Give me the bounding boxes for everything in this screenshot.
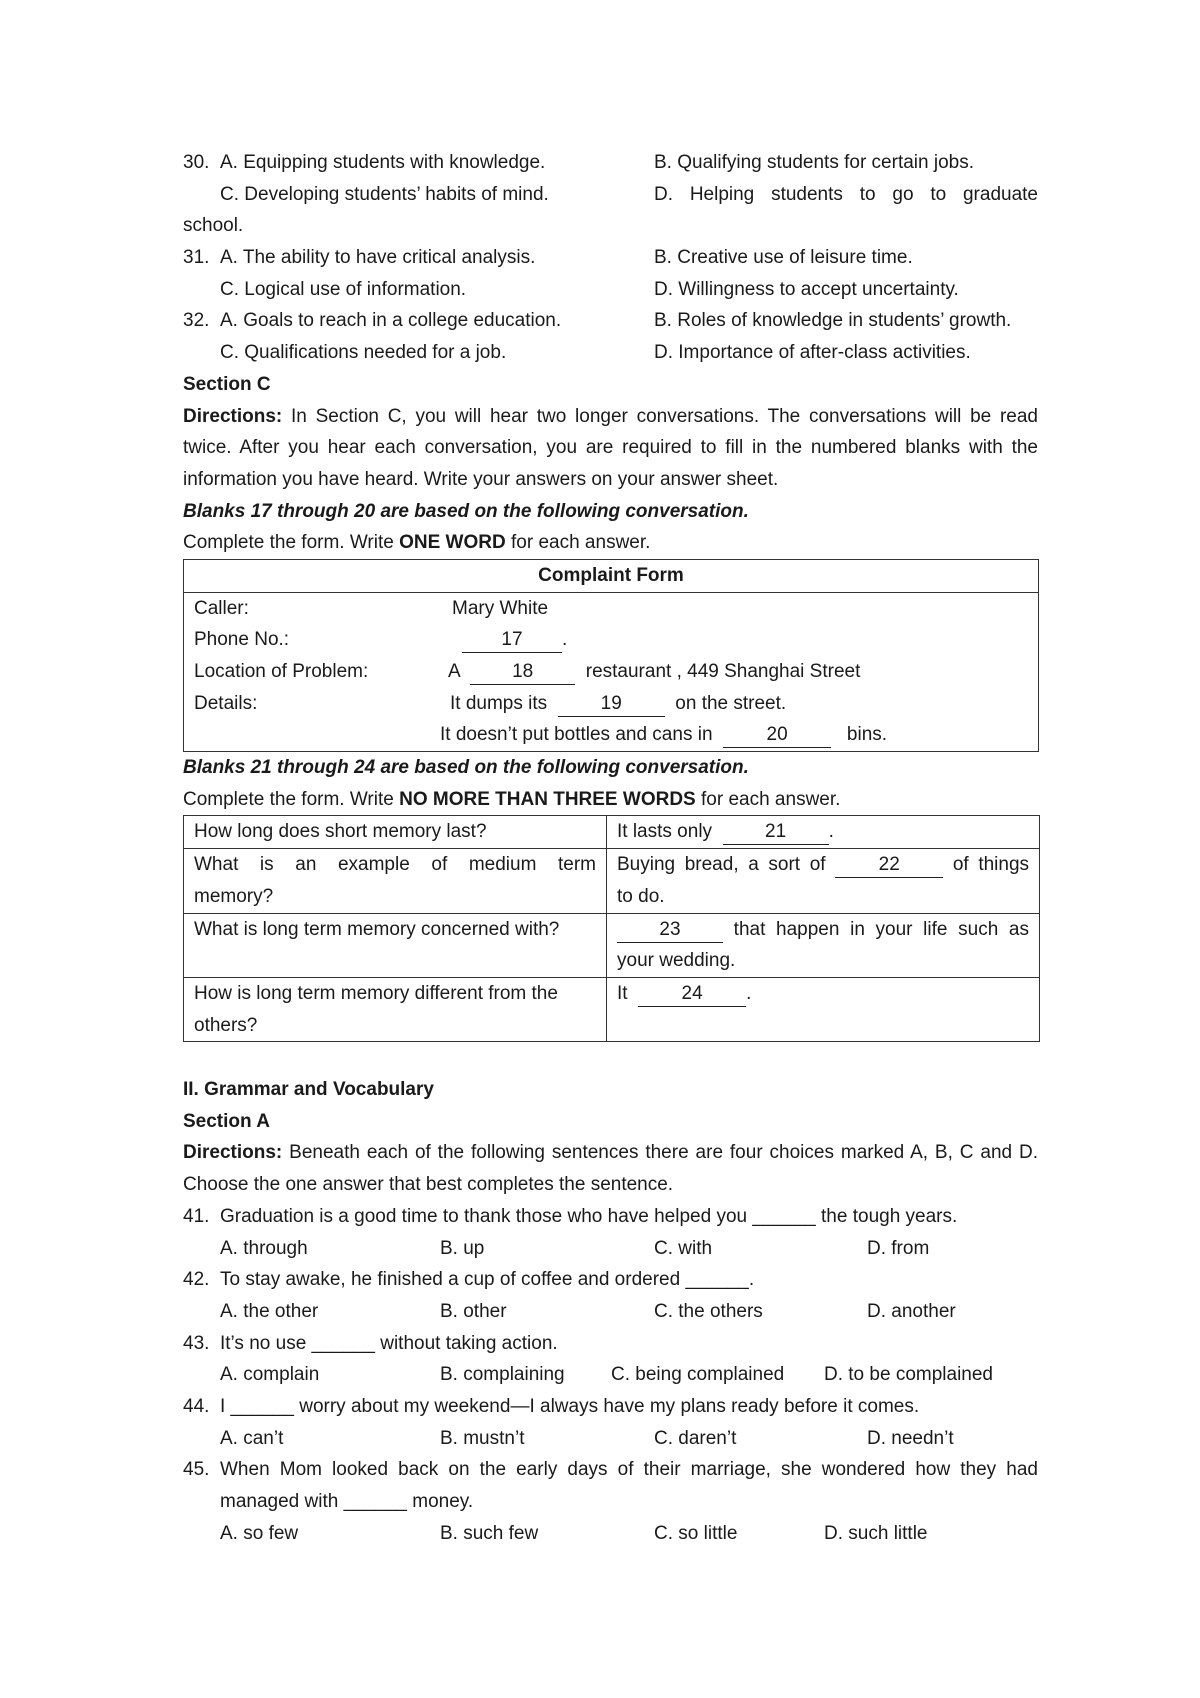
question-31-row1 <box>183 242 1038 274</box>
memory-table <box>183 815 1040 1042</box>
instr-text: Complete the form. Write <box>183 788 400 810</box>
option-b: B. Qualifying students for certain jobs. <box>654 152 974 173</box>
table-row <box>184 977 1040 1041</box>
blanks-21-24-heading: Blanks 21 through 24 are based on the following conversation. <box>183 757 749 779</box>
option-c: C. Qualifications needed for a job. <box>220 342 507 364</box>
blank-22: 22 <box>835 853 943 878</box>
instr-text: for each answer. <box>505 532 651 554</box>
option-a: A. can’t <box>220 1427 284 1449</box>
option-d: D. needn’t <box>867 1427 954 1449</box>
blank-20: 20 <box>723 723 831 748</box>
answer-line: to do. <box>617 885 665 907</box>
loc-pre: A <box>448 661 460 683</box>
question-30-row1 <box>183 147 1038 179</box>
form-row-phone <box>194 624 1028 656</box>
question-number: 32. <box>183 310 210 332</box>
answer-cell <box>607 977 1040 1041</box>
answer-post: . <box>746 982 752 1004</box>
exam-page <box>183 147 1038 1549</box>
question-45-line2 <box>183 1486 1038 1518</box>
question-line: memory? <box>194 885 274 907</box>
option-b: B. other <box>440 1300 507 1322</box>
answer-cell <box>607 913 1040 977</box>
part-2-directions-line1 <box>183 1137 1038 1169</box>
option-c: C. with <box>654 1237 713 1259</box>
option-a: A. Goals to reach in a college education. <box>220 310 562 332</box>
blank-18: 18 <box>470 660 575 685</box>
question-cell: How long does short memory last? <box>184 816 607 849</box>
details1-post: on the street. <box>675 692 787 714</box>
answer-pre: It lasts only <box>617 821 713 843</box>
question-number: 30. <box>183 152 210 173</box>
blank-17: 17 <box>462 628 562 653</box>
answer-post: that happen in your life such as <box>733 918 1029 940</box>
phone-post: . <box>562 629 568 651</box>
question-42-options <box>183 1296 1038 1328</box>
answer-pre: Buying bread, a sort of <box>617 854 826 876</box>
directions-label: Directions: <box>183 405 283 427</box>
blank-19: 19 <box>558 692 665 717</box>
section-c-directions-line1 <box>183 401 1038 433</box>
option-b: B. complaining <box>440 1364 565 1386</box>
directions-label: Directions: <box>183 1142 283 1164</box>
option-a: A. through <box>220 1237 308 1259</box>
question-42 <box>183 1264 1038 1296</box>
option-a: A. The ability to have critical analysis. <box>220 247 536 269</box>
question-31-row2 <box>183 274 1038 306</box>
section-c-title: Section C <box>183 373 271 395</box>
question-30-row2 <box>183 179 1038 211</box>
option-b: B. Roles of knowledge in students’ growth. <box>654 310 1012 332</box>
question-32-row1 <box>183 305 1038 337</box>
part-2-title: II. Grammar and Vocabulary <box>183 1079 434 1101</box>
answer-post: of things <box>952 854 1030 876</box>
question-number: 43. <box>183 1332 210 1354</box>
caller-label: Caller: <box>194 597 249 619</box>
form-instructions-1 <box>183 527 1038 559</box>
question-32-row2 <box>183 337 1038 369</box>
option-d: D. from <box>867 1237 930 1259</box>
question-number: 45. <box>183 1459 210 1481</box>
answer-cell <box>607 816 1040 849</box>
question-number: 42. <box>183 1269 210 1291</box>
question-41 <box>183 1201 1038 1233</box>
question-45 <box>183 1454 1038 1486</box>
blank-23: 23 <box>617 918 723 943</box>
caller-value: Mary White <box>452 597 549 619</box>
section-a-title: Section A <box>183 1110 270 1132</box>
blank-24: 24 <box>638 982 746 1007</box>
phone-label: Phone No.: <box>194 629 290 651</box>
question-number: 41. <box>183 1205 210 1227</box>
question-30-row3 <box>183 210 1038 242</box>
option-d: D. such little <box>824 1522 928 1544</box>
question-number: 44. <box>183 1395 210 1417</box>
option-d: D. Helping students to go to graduate <box>654 183 1038 205</box>
option-d: D. Importance of after-class activities. <box>654 342 971 364</box>
instr-text: for each answer. <box>695 788 841 810</box>
question-line: What is an example of medium term <box>194 854 596 876</box>
question-45-options <box>183 1518 1038 1550</box>
option-c: C. so little <box>654 1522 738 1544</box>
question-text: I ______ worry about my weekend—I always have my plans ready before it comes. <box>220 1395 920 1417</box>
answer-line <box>617 914 1029 946</box>
option-a: A. the other <box>220 1300 319 1322</box>
option-a: A. complain <box>220 1364 320 1386</box>
option-a: A. Equipping students with knowledge. <box>220 152 546 173</box>
question-line: others? <box>194 1014 258 1036</box>
option-b: B. mustn’t <box>440 1427 525 1449</box>
table-row <box>184 849 1040 913</box>
details-label: Details: <box>194 692 258 714</box>
blanks-17-20-heading: Blanks 17 through 20 are based on the following conversation. <box>183 500 749 522</box>
details1-pre: It dumps its <box>450 692 548 714</box>
directions-text: In Section C, you will hear two longer conversations. The conversations will be read <box>291 405 1039 427</box>
form-instructions-2 <box>183 784 1038 816</box>
option-b: B. Creative use of leisure time. <box>654 247 913 269</box>
complaint-form-title: Complaint Form <box>184 559 1039 592</box>
loc-post: restaurant , 449 Shanghai Street <box>585 661 861 683</box>
question-43-options <box>183 1359 1038 1391</box>
complaint-form <box>183 559 1039 752</box>
question-text: Graduation is a good time to thank those who have helped you ______ the tough years. <box>220 1205 958 1227</box>
location-label: Location of Problem: <box>194 661 369 683</box>
option-d: D. Willingness to accept uncertainty. <box>654 278 959 300</box>
option-b: B. up <box>440 1237 485 1259</box>
option-c: C. Logical use of information. <box>220 278 467 300</box>
details2-pre: It doesn’t put bottles and cans in <box>440 724 713 746</box>
answer-line <box>617 849 1029 881</box>
option-d: D. to be complained <box>824 1364 993 1386</box>
question-cell <box>184 849 607 913</box>
option-c: C. Developing students’ habits of mind. <box>220 183 549 205</box>
answer-line: your wedding. <box>617 950 736 972</box>
option-c: C. the others <box>654 1300 763 1322</box>
instr-bold: NO MORE THAN THREE WORDS <box>399 788 696 810</box>
question-text: When Mom looked back on the early days of their marriage, she wondered how they had <box>220 1459 1038 1481</box>
table-row <box>184 816 1040 849</box>
question-cell: What is long term memory concerned with? <box>184 913 607 977</box>
blank-21: 21 <box>723 820 829 845</box>
answer-cell <box>607 849 1040 913</box>
option-a: A. so few <box>220 1522 299 1544</box>
question-text: To stay awake, he finished a cup of coffee and ordered ______. <box>220 1269 755 1291</box>
part-2-directions-line2: Choose the one answer that best completes the sentence. <box>183 1174 674 1196</box>
form-row-caller <box>194 593 1028 625</box>
question-line: How is long term memory different from the <box>194 982 558 1004</box>
question-44-options <box>183 1423 1038 1455</box>
directions-text: Beneath each of the following sentences there are four choices marked A, B, C and D. <box>289 1142 1038 1164</box>
details2-post: bins. <box>846 724 888 746</box>
question-text: It’s no use ______ without taking action. <box>220 1332 558 1354</box>
option-c: C. daren’t <box>654 1427 737 1449</box>
question-cell <box>184 977 607 1041</box>
question-43 <box>183 1328 1038 1360</box>
question-44 <box>183 1391 1038 1423</box>
option-d: D. another <box>867 1300 956 1322</box>
option-b: B. such few <box>440 1522 539 1544</box>
section-c-directions-line2: twice. After you hear each conversation, you are required to fill in the numbered blanks with the <box>183 437 1038 459</box>
option-c: C. being complained <box>611 1364 785 1386</box>
instr-text: Complete the form. Write <box>183 532 400 554</box>
form-row-details-2 <box>194 719 1028 751</box>
form-row-details-1 <box>194 688 1028 720</box>
answer-post: . <box>828 821 834 843</box>
table-row <box>184 913 1040 977</box>
section-c-directions-line3: information you have heard. Write your answers on your answer sheet. <box>183 468 779 490</box>
question-41-options <box>183 1233 1038 1265</box>
answer-pre: It <box>617 982 628 1004</box>
question-number: 31. <box>183 247 210 269</box>
option-d-continued: school. <box>183 215 244 237</box>
form-row-location <box>194 656 1028 688</box>
instr-bold: ONE WORD <box>399 532 506 554</box>
question-text: managed with ______ money. <box>220 1491 474 1512</box>
spacer <box>183 1042 1038 1074</box>
